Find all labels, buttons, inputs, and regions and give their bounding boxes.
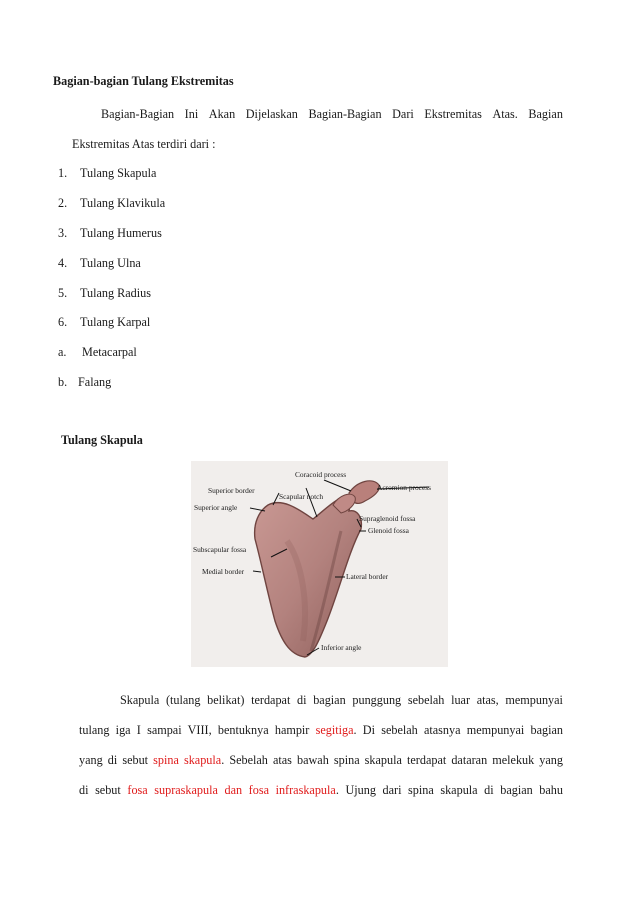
intro-line-2: Ekstremitas Atas terdiri dari :	[72, 137, 216, 151]
label-medial-border: Medial border	[202, 567, 245, 576]
word: punggung	[352, 693, 402, 707]
word: atas,	[476, 693, 499, 707]
scapula-illustration	[191, 461, 448, 667]
word: belikat)	[207, 693, 245, 707]
list-text: Tulang Karpal	[80, 315, 151, 329]
list-item	[58, 315, 150, 330]
word: terdapat	[251, 693, 291, 707]
word: di	[297, 693, 307, 707]
text-span: . Sebelah atas bawah spina skapula terdapat dataran melekuk yang	[221, 753, 563, 767]
paragraph-line-3	[79, 753, 563, 768]
word: Bagian	[528, 107, 563, 121]
word: Bagian-Bagian	[308, 107, 382, 121]
label-scapular-notch: Scapular notch	[279, 492, 324, 501]
list-item	[58, 226, 162, 241]
label-subscapular-fossa: Subscapular fossa	[193, 545, 247, 554]
highlight-fosa: fosa supraskapula dan fosa infraskapula	[127, 783, 336, 797]
text-span: . Ujung dari spina skapula di bagian bahu	[335, 783, 563, 797]
page-title: Bagian-bagian Tulang Ekstremitas	[53, 74, 234, 88]
paragraph-line-2	[79, 723, 563, 738]
list-text: Tulang Radius	[80, 286, 151, 300]
word: bagian	[313, 693, 346, 707]
list-text: Tulang Ulna	[80, 256, 141, 270]
list-text: Tulang Humerus	[80, 226, 162, 240]
label-acromion-process: Acromion process	[377, 483, 431, 492]
list-text: Falang	[78, 375, 112, 389]
word: (tulang	[165, 693, 201, 707]
list-item	[58, 345, 137, 360]
label-supraglenoid-fossa: Supraglenoid fossa	[359, 514, 416, 523]
list-marker: 5.	[58, 286, 68, 300]
section-heading: Tulang Skapula	[61, 433, 143, 447]
word: sebelah	[407, 693, 445, 707]
list-item	[58, 375, 111, 390]
list-text: Tulang Skapula	[80, 166, 157, 180]
label-superior-border: Superior border	[208, 486, 255, 495]
word: Skapula	[120, 693, 160, 707]
label-superior-angle: Superior angle	[194, 503, 238, 512]
scapula-figure	[191, 461, 448, 667]
text-span: di sebut	[79, 783, 128, 797]
label-glenoid-fossa: Glenoid fossa	[368, 526, 409, 535]
list-marker: 2.	[58, 196, 68, 210]
word: Bagian-Bagian	[101, 107, 175, 121]
word: luar	[451, 693, 471, 707]
list-item	[58, 196, 165, 211]
text-span: . Di sebelah atasnya mempunyai bagian	[353, 723, 563, 737]
word: Akan	[208, 107, 236, 121]
word: Ini	[184, 107, 199, 121]
label-inferior-angle: Inferior angle	[321, 643, 362, 652]
word: Ekstremitas	[424, 107, 482, 121]
text-span: yang di sebut	[79, 753, 154, 767]
highlight-spina-skapula: spina skapula	[153, 753, 222, 767]
list-marker: 3.	[58, 226, 68, 240]
paragraph-line-1	[120, 693, 563, 708]
highlight-segitiga: segitiga	[315, 723, 354, 737]
list-item	[58, 166, 156, 181]
list-item	[58, 256, 141, 271]
list-item	[58, 286, 151, 301]
list-marker: a.	[58, 345, 67, 359]
list-text: Tulang Klavikula	[80, 196, 166, 210]
list-marker: 4.	[58, 256, 68, 270]
list-marker: b.	[58, 375, 68, 389]
text-span: tulang iga I sampai VIII, bentuknya hampir	[79, 723, 316, 737]
label-lateral-border: Lateral border	[346, 572, 389, 581]
word: Dari	[392, 107, 414, 121]
word: Dijelaskan	[245, 107, 298, 121]
word: Atas.	[492, 107, 518, 121]
list-text: Metacarpal	[82, 345, 137, 359]
list-marker: 6.	[58, 315, 68, 329]
label-coracoid-process: Coracoid process	[295, 470, 347, 479]
intro-line-1	[101, 107, 563, 122]
paragraph-line-4	[79, 783, 563, 798]
list-marker: 1.	[58, 166, 68, 180]
word: mempunyai	[505, 693, 563, 707]
